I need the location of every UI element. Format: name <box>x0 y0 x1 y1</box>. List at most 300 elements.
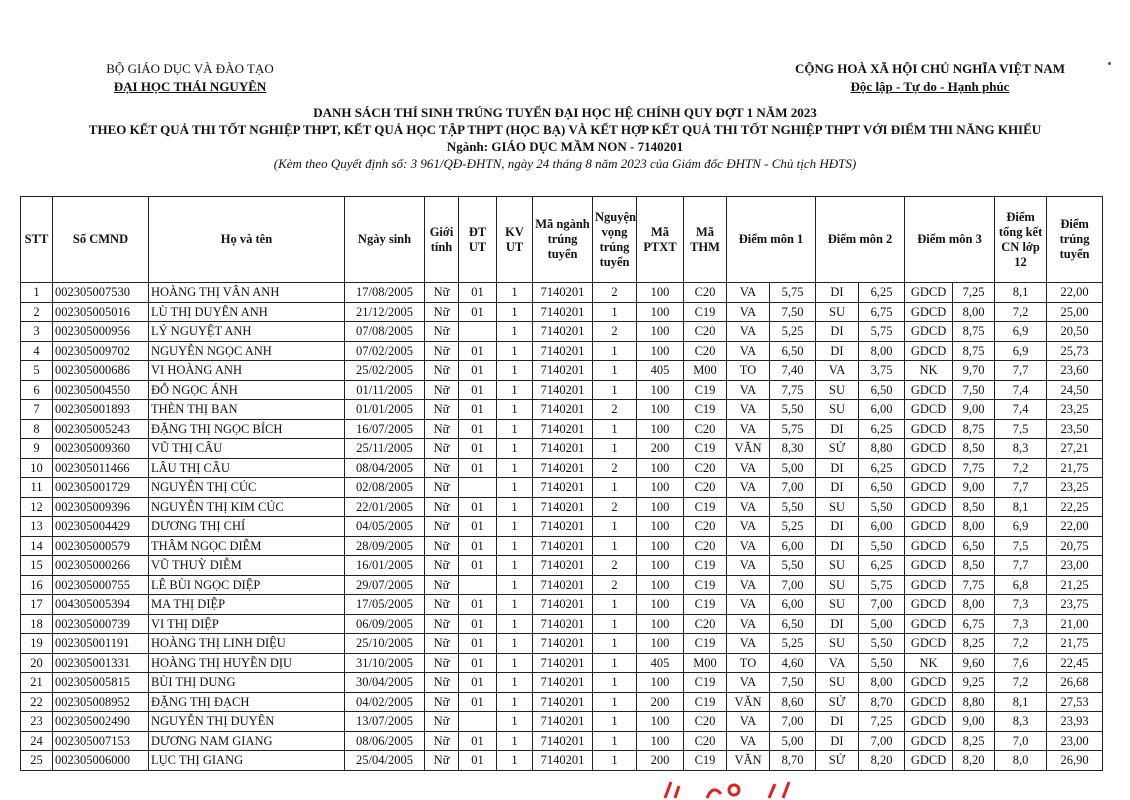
cell-subject1-score: 5,25 <box>770 634 816 654</box>
cell-stt: 20 <box>21 653 53 673</box>
col-subject-1: Điểm môn 1 <box>727 197 816 283</box>
cell-aspiration: 1 <box>593 536 637 556</box>
cell-subject2-score: 6,25 <box>859 419 905 439</box>
cell-combo-code: C19 <box>684 380 727 400</box>
cell-combo-code: C20 <box>684 731 727 751</box>
table-row <box>21 400 1103 420</box>
cell-admission-score: 24,50 <box>1047 380 1103 400</box>
cell-combo-code: C20 <box>684 536 727 556</box>
cell-subject1-name: VA <box>727 712 770 732</box>
cell-method-code: 200 <box>637 439 684 459</box>
cell-subject3-name: GDCD <box>905 751 953 771</box>
cell-priority-area: 1 <box>497 322 533 342</box>
cell-gender: Nữ <box>425 536 459 556</box>
cell-subject2-name: VA <box>816 361 859 381</box>
cell-combo-code: C19 <box>684 595 727 615</box>
cell-grade12-score: 7,2 <box>995 634 1047 654</box>
cell-aspiration: 1 <box>593 478 637 498</box>
cell-major-code: 7140201 <box>533 575 593 595</box>
cell-grade12-score: 8,0 <box>995 751 1047 771</box>
cell-combo-code: C20 <box>684 614 727 634</box>
cell-subject3-score: 9,00 <box>953 478 995 498</box>
cell-combo-code: C20 <box>684 283 727 303</box>
cell-major-code: 7140201 <box>533 653 593 673</box>
cell-full-name: LỤC THỊ GIANG <box>149 751 345 771</box>
cell-priority-group: 01 <box>459 419 497 439</box>
cell-subject3-score: 8,50 <box>953 439 995 459</box>
cell-subject2-name: VA <box>816 653 859 673</box>
cell-method-code: 100 <box>637 595 684 615</box>
cell-priority-area: 1 <box>497 634 533 654</box>
col-subject-2: Điểm môn 2 <box>816 197 905 283</box>
cell-method-code: 200 <box>637 751 684 771</box>
cell-full-name: HOÀNG THỊ HUYỀN DỊU <box>149 653 345 673</box>
cell-method-code: 100 <box>637 536 684 556</box>
table-row <box>21 478 1103 498</box>
cell-priority-area: 1 <box>497 536 533 556</box>
cell-subject2-score: 7,25 <box>859 712 905 732</box>
cell-aspiration: 2 <box>593 458 637 478</box>
cell-admission-score: 23,00 <box>1047 731 1103 751</box>
cell-aspiration: 1 <box>593 614 637 634</box>
red-stamp-fragment <box>645 776 815 800</box>
cell-grade12-score: 7,2 <box>995 458 1047 478</box>
cell-grade12-score: 6,9 <box>995 517 1047 537</box>
col-gender: Giới tính <box>425 197 459 283</box>
cell-subject2-score: 5,50 <box>859 497 905 517</box>
cell-combo-code: C19 <box>684 634 727 654</box>
cell-gender: Nữ <box>425 751 459 771</box>
cell-subject3-name: GDCD <box>905 341 953 361</box>
cell-subject3-name: GDCD <box>905 536 953 556</box>
cell-id-number: 002305000579 <box>53 536 149 556</box>
cell-stt: 21 <box>21 673 53 693</box>
cell-id-number: 002305007153 <box>53 731 149 751</box>
cell-major-code: 7140201 <box>533 751 593 771</box>
cell-method-code: 100 <box>637 341 684 361</box>
table-row <box>21 283 1103 303</box>
cell-gender: Nữ <box>425 595 459 615</box>
cell-admission-score: 22,00 <box>1047 517 1103 537</box>
cell-combo-code: C19 <box>684 497 727 517</box>
cell-stt: 9 <box>21 439 53 459</box>
cell-subject3-name: GDCD <box>905 302 953 322</box>
cell-gender: Nữ <box>425 302 459 322</box>
cell-id-number: 002305011466 <box>53 458 149 478</box>
cell-id-number: 002305000266 <box>53 556 149 576</box>
cell-stt: 24 <box>21 731 53 751</box>
cell-id-number: 002305004550 <box>53 380 149 400</box>
cell-method-code: 405 <box>637 361 684 381</box>
cell-subject1-name: VA <box>727 283 770 303</box>
col-full-name: Họ và tên <box>149 197 345 283</box>
cell-stt: 7 <box>21 400 53 420</box>
cell-subject2-score: 8,20 <box>859 751 905 771</box>
cell-birth-date: 01/01/2005 <box>345 400 425 420</box>
cell-id-number: 002305005243 <box>53 419 149 439</box>
cell-grade12-score: 7,4 <box>995 400 1047 420</box>
cell-aspiration: 1 <box>593 517 637 537</box>
cell-priority-area: 1 <box>497 380 533 400</box>
cell-gender: Nữ <box>425 497 459 517</box>
cell-full-name: MA THỊ DIỆP <box>149 595 345 615</box>
issuer-header <box>60 60 320 96</box>
cell-subject3-score: 8,00 <box>953 595 995 615</box>
cell-subject2-score: 6,50 <box>859 380 905 400</box>
cell-combo-code: M00 <box>684 653 727 673</box>
cell-grade12-score: 7,7 <box>995 556 1047 576</box>
cell-subject1-score: 5,50 <box>770 556 816 576</box>
cell-subject1-score: 8,60 <box>770 692 816 712</box>
cell-subject2-score: 6,25 <box>859 458 905 478</box>
cell-subject1-name: VA <box>727 419 770 439</box>
cell-subject2-name: SU <box>816 634 859 654</box>
cell-method-code: 100 <box>637 478 684 498</box>
cell-subject3-name: GDCD <box>905 439 953 459</box>
cell-subject1-score: 5,75 <box>770 419 816 439</box>
cell-subject3-name: GDCD <box>905 712 953 732</box>
cell-subject1-name: VA <box>727 322 770 342</box>
cell-aspiration: 2 <box>593 400 637 420</box>
cell-admission-score: 25,00 <box>1047 302 1103 322</box>
cell-full-name: NGUYỄN THỊ KIM CÚC <box>149 497 345 517</box>
cell-aspiration: 1 <box>593 731 637 751</box>
table-body <box>21 283 1103 771</box>
cell-gender: Nữ <box>425 653 459 673</box>
table-row <box>21 731 1103 751</box>
cell-id-number: 002305008952 <box>53 692 149 712</box>
cell-combo-code: C19 <box>684 751 727 771</box>
cell-method-code: 100 <box>637 614 684 634</box>
cell-subject2-name: DI <box>816 517 859 537</box>
table-row <box>21 419 1103 439</box>
cell-gender: Nữ <box>425 283 459 303</box>
cell-subject1-name: VA <box>727 673 770 693</box>
cell-stt: 23 <box>21 712 53 732</box>
table-row <box>21 712 1103 732</box>
cell-stt: 2 <box>21 302 53 322</box>
cell-admission-score: 23,25 <box>1047 400 1103 420</box>
cell-aspiration: 2 <box>593 322 637 342</box>
cell-major-code: 7140201 <box>533 361 593 381</box>
cell-subject2-score: 6,50 <box>859 478 905 498</box>
cell-full-name: LÂU THỊ CÂU <box>149 458 345 478</box>
cell-full-name: VI THỊ DIỆP <box>149 614 345 634</box>
cell-subject2-name: SU <box>816 673 859 693</box>
table-row <box>21 614 1103 634</box>
cell-grade12-score: 7,5 <box>995 536 1047 556</box>
university-name: ĐẠI HỌC THÁI NGUYÊN <box>113 79 267 94</box>
cell-admission-score: 23,75 <box>1047 595 1103 615</box>
cell-subject3-name: GDCD <box>905 673 953 693</box>
cell-full-name: BÙI THỊ DUNG <box>149 673 345 693</box>
cell-admission-score: 21,75 <box>1047 634 1103 654</box>
cell-aspiration: 1 <box>593 712 637 732</box>
cell-id-number: 002305001331 <box>53 653 149 673</box>
cell-subject2-name: DI <box>816 458 859 478</box>
cell-major-code: 7140201 <box>533 458 593 478</box>
cell-subject3-score: 8,00 <box>953 517 995 537</box>
cell-birth-date: 31/10/2005 <box>345 653 425 673</box>
cell-subject1-name: VA <box>727 458 770 478</box>
cell-subject3-name: NK <box>905 361 953 381</box>
cell-subject3-score: 8,25 <box>953 731 995 751</box>
cell-subject1-score: 5,50 <box>770 400 816 420</box>
cell-birth-date: 02/08/2005 <box>345 478 425 498</box>
cell-method-code: 100 <box>637 322 684 342</box>
cell-subject3-name: GDCD <box>905 614 953 634</box>
cell-subject2-score: 5,00 <box>859 614 905 634</box>
cell-aspiration: 2 <box>593 575 637 595</box>
cell-aspiration: 1 <box>593 673 637 693</box>
col-method-code: Mã PTXT <box>637 197 684 283</box>
cell-combo-code: C20 <box>684 341 727 361</box>
cell-subject2-name: DI <box>816 712 859 732</box>
cell-full-name: DƯƠNG THỊ CHÍ <box>149 517 345 537</box>
col-combo-code: Mã THM <box>684 197 727 283</box>
scan-speck <box>1108 62 1111 65</box>
cell-major-code: 7140201 <box>533 400 593 420</box>
cell-id-number: 002305002490 <box>53 712 149 732</box>
cell-gender: Nữ <box>425 341 459 361</box>
cell-birth-date: 25/02/2005 <box>345 361 425 381</box>
cell-birth-date: 22/01/2005 <box>345 497 425 517</box>
cell-birth-date: 17/05/2005 <box>345 595 425 615</box>
cell-subject1-score: 5,00 <box>770 731 816 751</box>
table-row <box>21 517 1103 537</box>
cell-gender: Nữ <box>425 614 459 634</box>
cell-subject2-name: SỬ <box>816 439 859 459</box>
cell-stt: 5 <box>21 361 53 381</box>
cell-subject1-name: VA <box>727 400 770 420</box>
cell-grade12-score: 7,7 <box>995 361 1047 381</box>
cell-admission-score: 22,45 <box>1047 653 1103 673</box>
cell-stt: 16 <box>21 575 53 595</box>
national-header <box>770 60 1090 96</box>
cell-combo-code: C20 <box>684 458 727 478</box>
cell-subject2-name: SU <box>816 400 859 420</box>
cell-priority-group: 01 <box>459 380 497 400</box>
cell-subject2-score: 6,25 <box>859 283 905 303</box>
cell-combo-code: C20 <box>684 478 727 498</box>
cell-subject3-name: GDCD <box>905 595 953 615</box>
cell-subject1-name: VA <box>727 478 770 498</box>
cell-full-name: LÊ BÙI NGỌC DIỆP <box>149 575 345 595</box>
cell-subject3-name: GDCD <box>905 419 953 439</box>
cell-subject1-name: VA <box>727 497 770 517</box>
cell-subject1-score: 5,00 <box>770 458 816 478</box>
cell-subject1-score: 7,00 <box>770 712 816 732</box>
cell-subject3-score: 7,50 <box>953 380 995 400</box>
cell-admission-score: 23,93 <box>1047 712 1103 732</box>
cell-subject1-score: 6,00 <box>770 595 816 615</box>
table-row <box>21 692 1103 712</box>
cell-subject1-name: VA <box>727 575 770 595</box>
cell-full-name: ĐỖ NGỌC ÁNH <box>149 380 345 400</box>
cell-subject1-score: 8,30 <box>770 439 816 459</box>
cell-birth-date: 21/12/2005 <box>345 302 425 322</box>
cell-method-code: 100 <box>637 380 684 400</box>
cell-full-name: ĐẶNG THỊ ĐẠCH <box>149 692 345 712</box>
cell-id-number: 002305007530 <box>53 283 149 303</box>
cell-priority-group: 01 <box>459 439 497 459</box>
cell-stt: 8 <box>21 419 53 439</box>
cell-aspiration: 2 <box>593 497 637 517</box>
cell-combo-code: C19 <box>684 439 727 459</box>
cell-subject1-score: 7,40 <box>770 361 816 381</box>
cell-method-code: 100 <box>637 731 684 751</box>
col-aspiration: Nguyện vọng trúng tuyển <box>593 197 637 283</box>
cell-priority-group: 01 <box>459 283 497 303</box>
cell-subject2-name: SU <box>816 302 859 322</box>
cell-subject3-score: 9,70 <box>953 361 995 381</box>
cell-subject3-score: 9,00 <box>953 712 995 732</box>
cell-birth-date: 29/07/2005 <box>345 575 425 595</box>
cell-full-name: NGUYỄN NGỌC ANH <box>149 341 345 361</box>
table-row <box>21 634 1103 654</box>
cell-subject1-score: 6,00 <box>770 536 816 556</box>
cell-major-code: 7140201 <box>533 673 593 693</box>
cell-gender: Nữ <box>425 731 459 751</box>
cell-subject3-name: GDCD <box>905 556 953 576</box>
cell-gender: Nữ <box>425 556 459 576</box>
cell-gender: Nữ <box>425 361 459 381</box>
cell-subject1-score: 5,25 <box>770 517 816 537</box>
cell-subject2-name: SU <box>816 380 859 400</box>
national-motto: Độc lập - Tự do - Hạnh phúc <box>850 79 1010 94</box>
col-subject-3: Điểm môn 3 <box>905 197 995 283</box>
cell-subject1-score: 5,50 <box>770 497 816 517</box>
cell-admission-score: 22,25 <box>1047 497 1103 517</box>
cell-subject2-name: DI <box>816 341 859 361</box>
cell-gender: Nữ <box>425 380 459 400</box>
cell-admission-score: 21,75 <box>1047 458 1103 478</box>
cell-subject3-score: 7,25 <box>953 283 995 303</box>
cell-aspiration: 1 <box>593 751 637 771</box>
cell-priority-group: 01 <box>459 751 497 771</box>
cell-priority-group: 01 <box>459 731 497 751</box>
cell-priority-group: 01 <box>459 556 497 576</box>
cell-method-code: 100 <box>637 458 684 478</box>
cell-major-code: 7140201 <box>533 517 593 537</box>
cell-gender: Nữ <box>425 634 459 654</box>
cell-subject2-score: 5,75 <box>859 322 905 342</box>
cell-combo-code: C19 <box>684 673 727 693</box>
cell-combo-code: C19 <box>684 400 727 420</box>
cell-subject3-name: GDCD <box>905 478 953 498</box>
cell-subject3-name: NK <box>905 653 953 673</box>
cell-birth-date: 08/06/2005 <box>345 731 425 751</box>
cell-subject2-name: SU <box>816 575 859 595</box>
cell-subject1-score: 5,75 <box>770 283 816 303</box>
cell-aspiration: 1 <box>593 419 637 439</box>
table-row <box>21 536 1103 556</box>
cell-method-code: 100 <box>637 575 684 595</box>
cell-admission-score: 22,00 <box>1047 283 1103 303</box>
cell-priority-area: 1 <box>497 419 533 439</box>
cell-full-name: VŨ THUỲ DIỄM <box>149 556 345 576</box>
cell-subject2-score: 6,00 <box>859 400 905 420</box>
cell-priority-group: 01 <box>459 673 497 693</box>
cell-birth-date: 07/08/2005 <box>345 322 425 342</box>
cell-stt: 10 <box>21 458 53 478</box>
table-header-row <box>21 197 1103 283</box>
cell-priority-area: 1 <box>497 400 533 420</box>
cell-stt: 14 <box>21 536 53 556</box>
cell-stt: 18 <box>21 614 53 634</box>
cell-subject2-score: 5,75 <box>859 575 905 595</box>
cell-birth-date: 16/01/2005 <box>345 556 425 576</box>
cell-subject3-score: 8,75 <box>953 419 995 439</box>
cell-stt: 25 <box>21 751 53 771</box>
cell-subject3-score: 9,60 <box>953 653 995 673</box>
table-row <box>21 497 1103 517</box>
col-stt: STT <box>21 197 53 283</box>
cell-id-number: 002305009360 <box>53 439 149 459</box>
cell-subject2-name: SỬ <box>816 692 859 712</box>
cell-stt: 17 <box>21 595 53 615</box>
cell-priority-group: 01 <box>459 653 497 673</box>
cell-priority-group: 01 <box>459 497 497 517</box>
cell-admission-score: 20,75 <box>1047 536 1103 556</box>
cell-grade12-score: 6,9 <box>995 341 1047 361</box>
cell-full-name: VŨ THỊ CÂU <box>149 439 345 459</box>
cell-full-name: HOÀNG THỊ LINH DIỆU <box>149 634 345 654</box>
cell-priority-area: 1 <box>497 283 533 303</box>
cell-subject1-name: TO <box>727 653 770 673</box>
cell-subject3-name: GDCD <box>905 575 953 595</box>
cell-id-number: 002305001893 <box>53 400 149 420</box>
cell-priority-group: 01 <box>459 400 497 420</box>
cell-stt: 11 <box>21 478 53 498</box>
cell-priority-area: 1 <box>497 478 533 498</box>
cell-subject2-score: 8,00 <box>859 341 905 361</box>
cell-birth-date: 04/02/2005 <box>345 692 425 712</box>
cell-subject1-score: 6,50 <box>770 614 816 634</box>
cell-birth-date: 01/11/2005 <box>345 380 425 400</box>
cell-aspiration: 1 <box>593 380 637 400</box>
cell-birth-date: 13/07/2005 <box>345 712 425 732</box>
cell-aspiration: 1 <box>593 361 637 381</box>
cell-gender: Nữ <box>425 673 459 693</box>
cell-birth-date: 25/10/2005 <box>345 634 425 654</box>
cell-combo-code: C19 <box>684 575 727 595</box>
cell-subject1-name: VA <box>727 614 770 634</box>
cell-method-code: 100 <box>637 400 684 420</box>
table-row <box>21 341 1103 361</box>
cell-full-name: THÈN THỊ BAN <box>149 400 345 420</box>
cell-subject3-score: 7,75 <box>953 575 995 595</box>
cell-subject2-score: 7,00 <box>859 731 905 751</box>
cell-aspiration: 1 <box>593 595 637 615</box>
cell-priority-area: 1 <box>497 673 533 693</box>
cell-subject1-score: 4,60 <box>770 653 816 673</box>
cell-method-code: 100 <box>637 517 684 537</box>
cell-full-name: ĐẶNG THỊ NGỌC BÍCH <box>149 419 345 439</box>
cell-subject3-name: GDCD <box>905 458 953 478</box>
cell-major-code: 7140201 <box>533 283 593 303</box>
cell-subject3-score: 8,20 <box>953 751 995 771</box>
cell-priority-group <box>459 575 497 595</box>
cell-grade12-score: 8,1 <box>995 283 1047 303</box>
cell-priority-area: 1 <box>497 517 533 537</box>
cell-full-name: LÙ THỊ DUYÊN ANH <box>149 302 345 322</box>
cell-grade12-score: 7,7 <box>995 478 1047 498</box>
cell-subject3-name: GDCD <box>905 634 953 654</box>
cell-grade12-score: 7,6 <box>995 653 1047 673</box>
cell-subject2-name: DI <box>816 536 859 556</box>
col-grade12-score: Điểm tổng kết CN lớp 12 <box>995 197 1047 283</box>
